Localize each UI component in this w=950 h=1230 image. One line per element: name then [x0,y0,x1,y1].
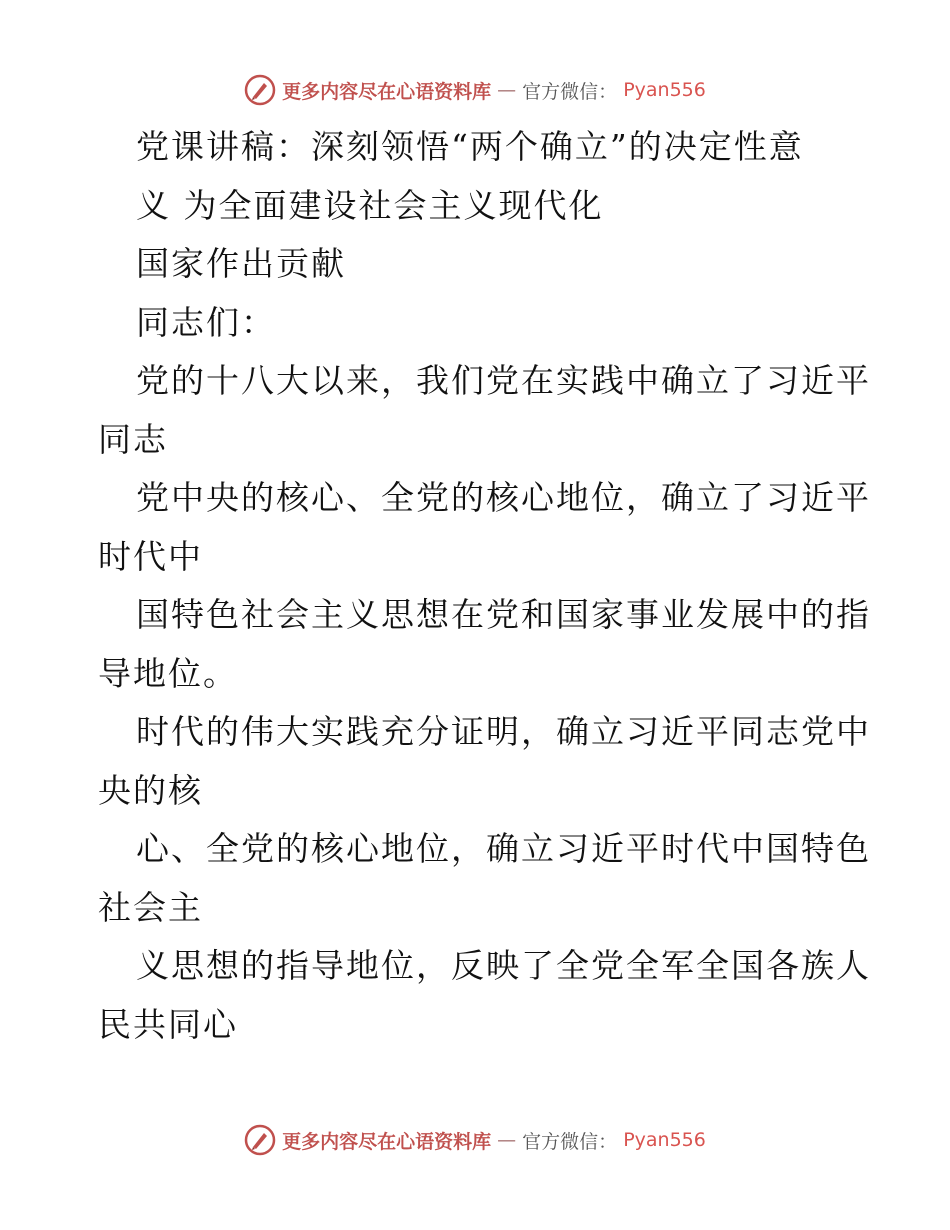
document-line: 心、全党的核心地位，确立习近平时代中国特色 [136,829,871,868]
pen-logo-icon [244,74,276,106]
document-line: 社会主 [98,887,203,927]
header-watermark [0,70,950,110]
document-line: 央的核 [98,770,203,810]
watermark-wechat-id: Pyan556 [623,79,706,101]
document-line: 国特色社会主义思想在党和国家事业发展中的指 [136,595,871,634]
document-body [98,118,871,1054]
document-line: 民共同心 [98,1004,238,1044]
watermark-main-text: 更多内容尽在心语资料库 [282,1130,492,1153]
watermark-wechat-id: Pyan556 [623,1129,706,1151]
document-line: 时代的伟大实践充分证明，确立习近平同志党中 [136,712,871,751]
watermark-main-text: 更多内容尽在心语资料库 [282,80,492,103]
document-line: 党课讲稿：深刻领悟“两个确立”的决定性意 [136,127,804,166]
watermark-sub-text: 官方微信： [522,80,618,103]
document-line: 导地位。 [98,653,238,693]
document-line: 同志 [98,419,168,459]
watermark-separator: — [497,79,517,101]
document-line: 义思想的指导地位，反映了全党全军全国各族人 [136,946,871,985]
document-line: 党的十八大以来，我们党在实践中确立了习近平 [136,361,871,400]
pen-logo-icon [244,1124,276,1156]
watermark-sub-text: 官方微信： [522,1130,618,1153]
document-line: 国家作出贡献 [136,244,346,283]
document-line: 时代中 [98,536,203,576]
watermark-separator: — [497,1129,517,1151]
document-line: 义 为全面建设社会主义现代化 [136,185,604,225]
document-line: 党中央的核心、全党的核心地位，确立了习近平 [136,478,871,517]
footer-watermark [0,1120,950,1160]
document-line: 同志们： [136,302,276,342]
